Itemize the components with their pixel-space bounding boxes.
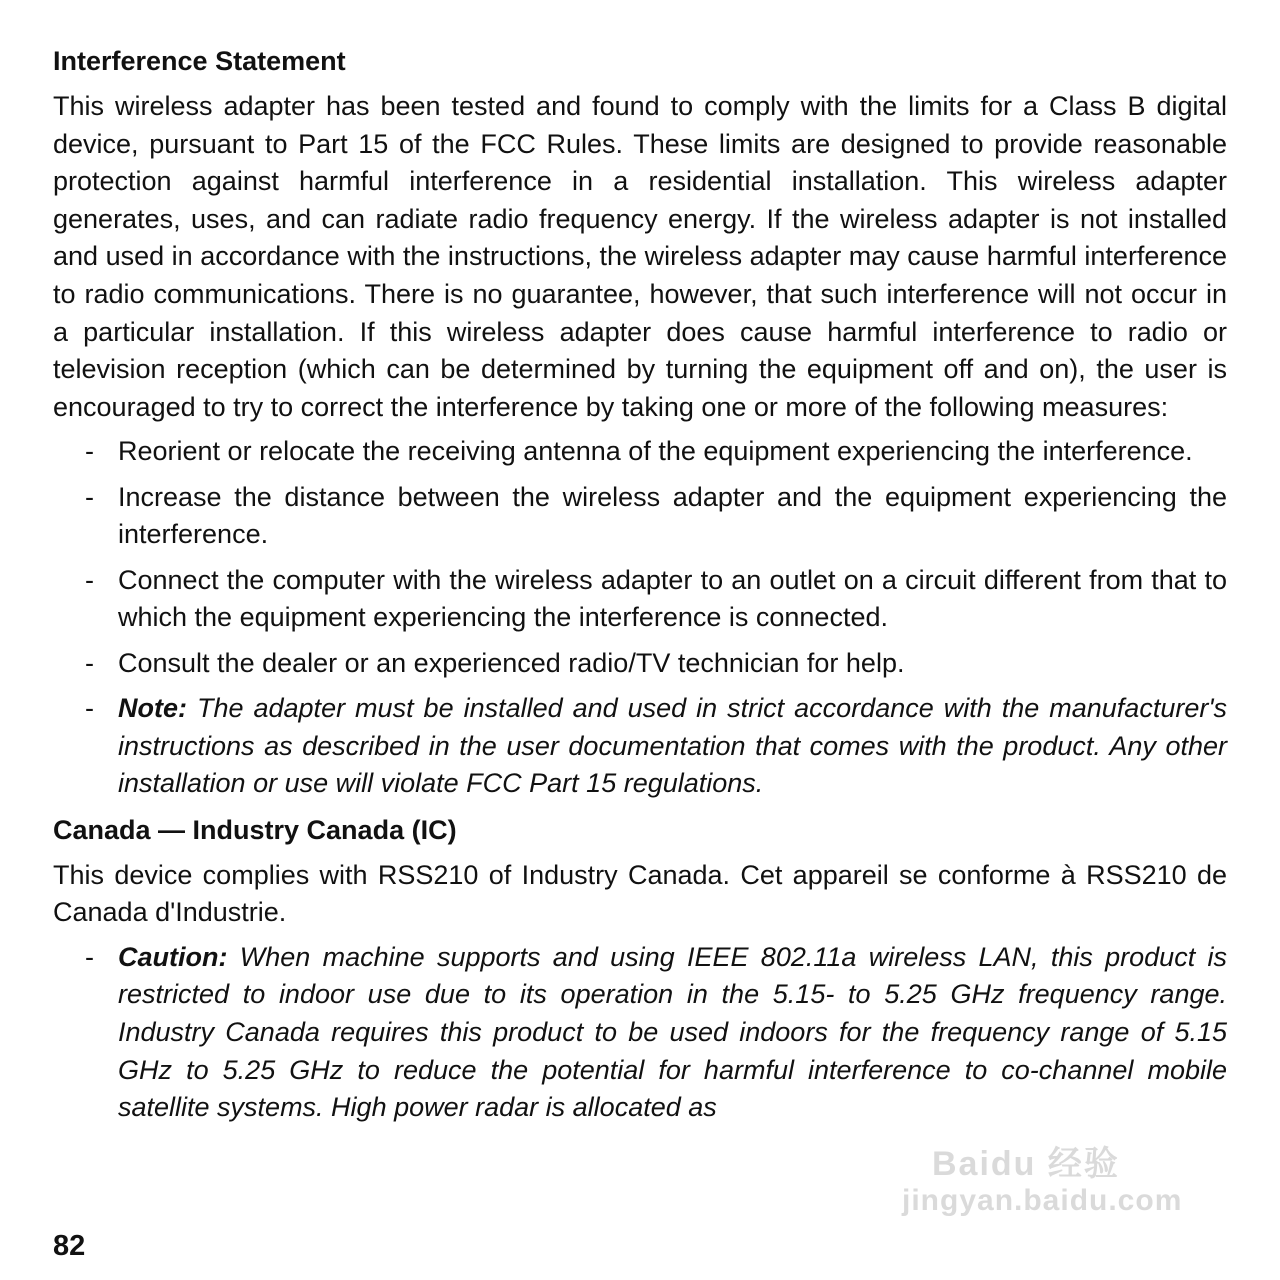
bullet-dash: - <box>85 481 94 512</box>
page-number: 82 <box>53 1230 86 1262</box>
caution-text: When machine supports and using IEEE 802.11a wireless LAN, this product is restricted to indoor use due to its operation in the 5.15- to 5.25 GHz frequency range. Industry Canada requires this product to be used indoors for the frequency range of 5.15 GHz to 5.25 GHz to reduce the potential for harmful interference to co-channel mobile satellite systems. High power radar is allocated as <box>118 941 1227 1123</box>
list-item-text: Connect the computer with the wireless adapter to an outlet on a circuit different from that to which the equipment experiencing the interference is connected. <box>118 564 1227 633</box>
bullet-dash: - <box>85 436 94 467</box>
section-heading-interference: Interference Statement <box>53 46 346 76</box>
watermark-url: jingyan.baidu.com <box>902 1184 1183 1217</box>
note-text: The adapter must be installed and used in strict accordance with the manufacturer's instructions as described in the user documentation that comes with the product. Any other installation or use will violate FCC Part 15 regulations. <box>118 693 1227 799</box>
list-item-text: Reorient or relocate the receiving antenna of the equipment experiencing the interference. <box>118 436 1193 467</box>
bullet-dash: - <box>85 693 94 724</box>
note-item <box>53 690 1227 803</box>
list-item <box>53 433 1227 471</box>
bullet-dash: - <box>85 941 94 972</box>
caution-label: Caution: <box>118 941 228 972</box>
list-item <box>53 645 1227 683</box>
note-label: Note: <box>118 693 187 724</box>
watermark <box>902 1136 1202 1226</box>
measures-list <box>53 433 1227 803</box>
caution-list <box>53 939 1227 1127</box>
list-item-text: Consult the dealer or an experienced radio/TV technician for help. <box>118 647 905 678</box>
bullet-dash: - <box>85 564 94 595</box>
interference-paragraph: This wireless adapter has been tested and found to comply with the limits for a Class B digital device, pursuant to Part 15 of the FCC Rules. These limits are designed to provide reasonable protection against harmful interference in a residential installation. This wireless adapter generates, uses, and can radiate radio frequency energy. If the wireless adapter is not installed and used in accordance with the instructions, the wireless adapter may cause harmful interference to radio communications. There is no guarantee, however, that such interference will not occur in a particular installation. If this wireless adapter does cause harmful interference to radio or television reception (which can be determined by turning the equipment off and on), the user is encouraged to try to correct the interference by taking one or more of the following measures: <box>53 91 1227 422</box>
list-item-text: Increase the distance between the wireless adapter and the equipment experiencing the interference. <box>118 481 1227 550</box>
list-item <box>53 562 1227 637</box>
watermark-logo-text: Baidu 经验 <box>932 1145 1120 1183</box>
bullet-dash: - <box>85 647 94 678</box>
canada-paragraph: This device complies with RSS210 of Industry Canada. Cet appareil se conforme à RSS210 de Canada d'Industrie. <box>53 859 1227 928</box>
document-page <box>53 42 1227 1135</box>
list-item <box>53 479 1227 554</box>
caution-item <box>53 939 1227 1127</box>
section-heading-canada: Canada — Industry Canada (IC) <box>53 814 457 845</box>
